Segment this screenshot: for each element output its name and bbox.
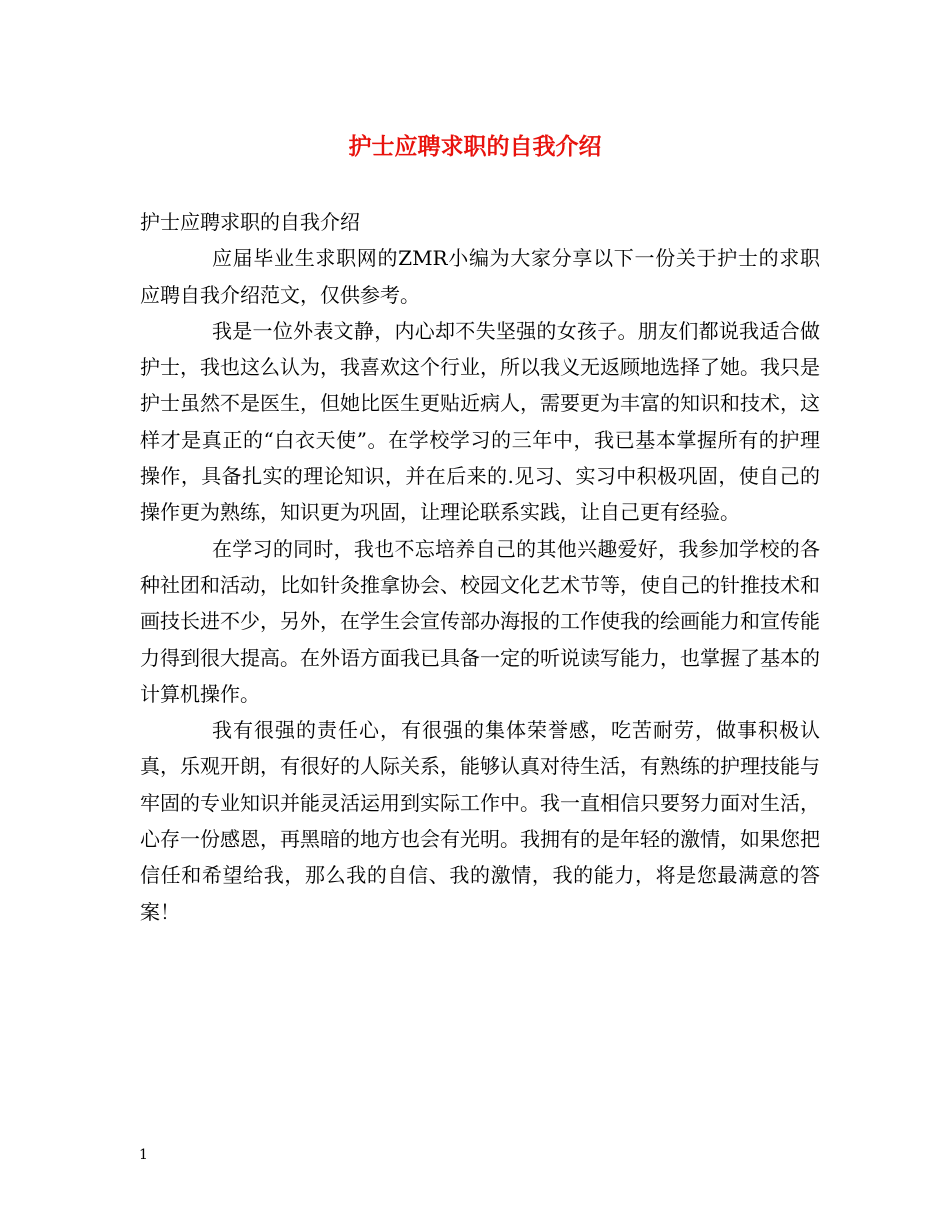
paragraph-personality: 我是一位外表文静，内心却不失坚强的女孩子。朋友们都说我适合做护士，我也这么认为，我喜欢这个行业，所以我义无返顾地选择了她。我只是护士虽然不是医生，但她比医生更贴近病人，需要更为丰富的知识和技术，这样才是真正的“白衣天使”。在学校学习的三年中，我已基本掌握所有的护理操作，具备扎实的理论知识，并在后来的.见习、实习中积极巩固，使自己的操作更为熟练，知识更为巩固，让理论联系实践，让自己更有经验。 (140, 318, 820, 525)
paragraph-intro: 应届毕业生求职网的ZMR小编为大家分享以下一份关于护士的求职应聘自我介绍范文，仅供参考。 (140, 246, 820, 307)
page-title: 护士应聘求职的自我介绍 (348, 133, 602, 160)
paragraph-hobbies: 在学习的同时，我也不忘培养自己的其他兴趣爱好，我参加学校的各种社团和活动，比如针灸推拿协会、校园文化艺术节等，使自己的针推技术和画技长进不少，另外，在学生会宣传部办海报的工作使我的绘画能力和宣传能力得到很大提高。在外语方面我已具备一定的听说读写能力，也掌握了基本的计算机操作。 (140, 536, 820, 706)
document-body (140, 204, 820, 930)
paragraph-conclusion: 我有很强的责任心，有很强的集体荣誉感，吃苦耐劳，做事积极认真，乐观开朗，有很好的人际关系，能够认真对待生活，有熟练的护理技能与牢固的专业知识并能灵活运用到实际工作中。我一直相信只要努力面对生活，心存一份感恩，再黑暗的地方也会有光明。我拥有的是年轻的激情，如果您把信任和希望给我，那么我的自信、我的激情，我的能力，将是您最满意的答案！ (140, 718, 820, 924)
document-subtitle: 护士应聘求职的自我介绍 (140, 210, 360, 234)
page-number: 1 (139, 1147, 148, 1163)
